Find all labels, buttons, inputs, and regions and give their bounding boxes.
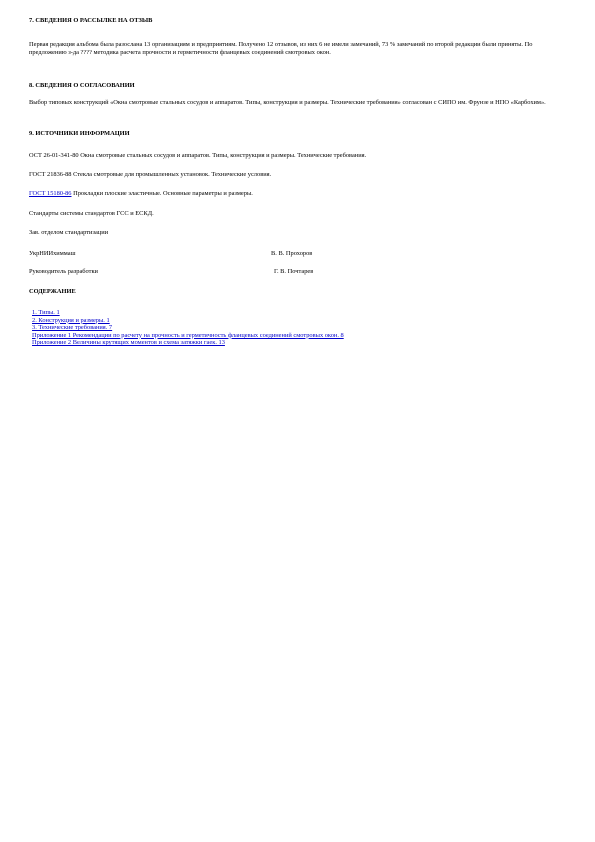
signature-name: Г. В. Почтарев (274, 268, 314, 275)
gost-15180-link[interactable]: ГОСТ 15180-86 (29, 190, 72, 197)
toc-item-appendix2[interactable]: Приложение 2 Величины крутящих моментов и схема затяжки гаек. 13 (32, 339, 225, 347)
source-gost-glass: ГОСТ 21836-88 Стекла смотровые для промышленных установок. Технические условия. (29, 171, 272, 178)
source-ost: ОСТ 26-01-341-80 Окна смотровые стальных сосудов и аппаратов. Типы, конструкция и размеры. Технические требования. (29, 152, 367, 159)
signature-dept: Зав. отделом стандартизации (29, 229, 109, 236)
section8-heading: 8. СВЕДЕНИЯ О СОГЛАСОВАНИИ (29, 82, 135, 89)
contents-heading: СОДЕРЖАНИЕ (29, 288, 76, 295)
signature-role: Руководитель разработки (29, 268, 98, 275)
toc-item-appendix1[interactable]: Приложение 1 Рекомендации по расчету на прочность и герметичность фланцевых соединений смотровых окон. 8 (32, 331, 344, 339)
toc-item-design[interactable]: 2. Конструкция и размеры. 1 (32, 316, 110, 324)
signature-role: УкрНИИхиммаш (29, 250, 76, 257)
toc-item-requirements[interactable]: 3. Технические требования. 7 (32, 324, 113, 332)
signature-name: В. В. Прохоров (271, 250, 313, 257)
section9-heading: 9. ИСТОЧНИКИ ИНФОРМАЦИИ (29, 130, 130, 137)
signature-row (29, 250, 567, 259)
source-gost-gaskets (29, 190, 567, 198)
source-standards: Стандарты системы стандартов ГСС и ЕСКД. (29, 210, 154, 217)
section8-paragraph: Выбор типовых конструкций «Окна смотровые стальных сосудов и аппаратов. Типы, конструкция и размеры. Технические требования» согласован с СИПО им. Фрунзе и НПО «Карбохим». (29, 99, 546, 106)
toc-item-types[interactable]: 1. Типы. 1 (32, 309, 60, 316)
section7-heading: 7. СВЕДЕНИЯ О РАССЫЛКЕ НА ОТЗЫВ (29, 17, 153, 24)
section7-paragraph: Первая редакция альбома была разослана 13 организациям и предприятиям. Получено 12 отзывов, из них 6 не имели замечаний, 73 % замечаний по второй редакции были приняты. По предложению з-да ???? методика расчета прочности и герметичности фланцевых соединений смотровых окон. (29, 41, 533, 57)
contents-list (32, 309, 562, 347)
source-gost-gaskets-text: Прокладки плоские эластичные. Основные параметры и размеры. (71, 190, 253, 197)
signature-row (29, 268, 567, 277)
